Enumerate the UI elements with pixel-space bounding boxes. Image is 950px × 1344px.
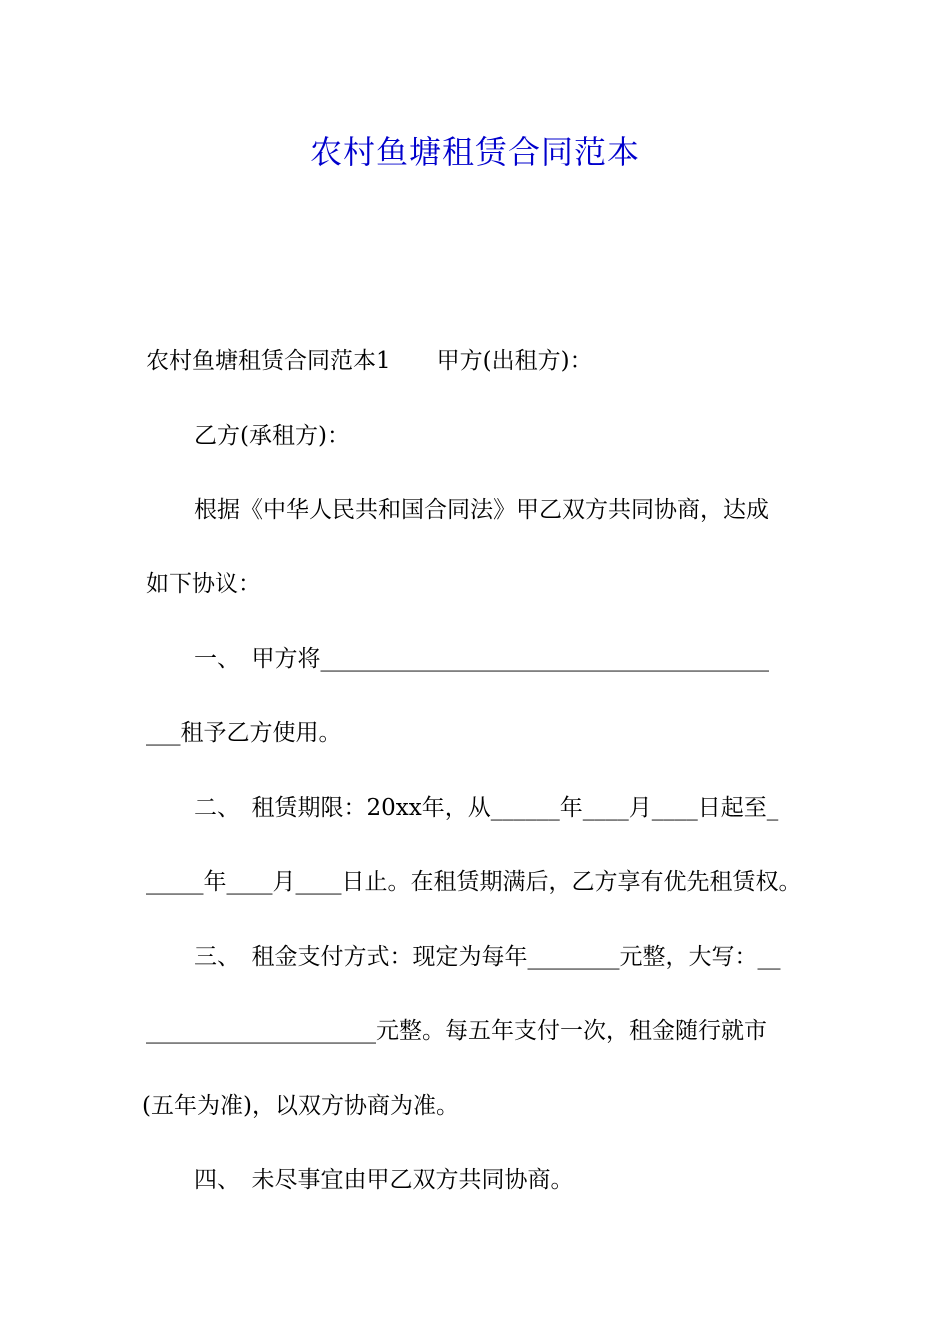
party-b-line: 乙方(承租方)： xyxy=(194,423,350,449)
clause-3-line-3: (五年为准)，以双方协商为准。 xyxy=(142,1093,459,1119)
clause-3-line-2: ____________________元整。每五年支付一次，租金随行就市 xyxy=(146,1018,767,1044)
clause-1-line-2: ___租予乙方使用。 xyxy=(146,720,342,746)
preamble-line-1: 根据《中华人民共和国合同法》甲乙双方共同协商，达成 xyxy=(194,497,769,523)
clause-4-line-1: 四、 未尽事宜由甲乙双方共同协商。 xyxy=(194,1167,574,1193)
document-title: 农村鱼塘租赁合同范本 xyxy=(309,133,640,171)
party-a-line: 农村鱼塘租赁合同范本1 甲方(出租方)： xyxy=(146,348,593,374)
clause-3-line-1: 三、 租金支付方式：现定为每年________元整，大写：__ xyxy=(194,944,781,970)
clause-2-line-2: _____年____月____日止。在租赁期满后，乙方享有优先租赁权。 xyxy=(146,869,802,895)
clause-2-line-1: 二、 租赁期限：20xx年，从______年____月____日起至_ xyxy=(194,795,779,821)
clause-1-line-1: 一、 甲方将_______________________________________ xyxy=(194,646,769,672)
preamble-line-2: 如下协议： xyxy=(146,571,261,597)
